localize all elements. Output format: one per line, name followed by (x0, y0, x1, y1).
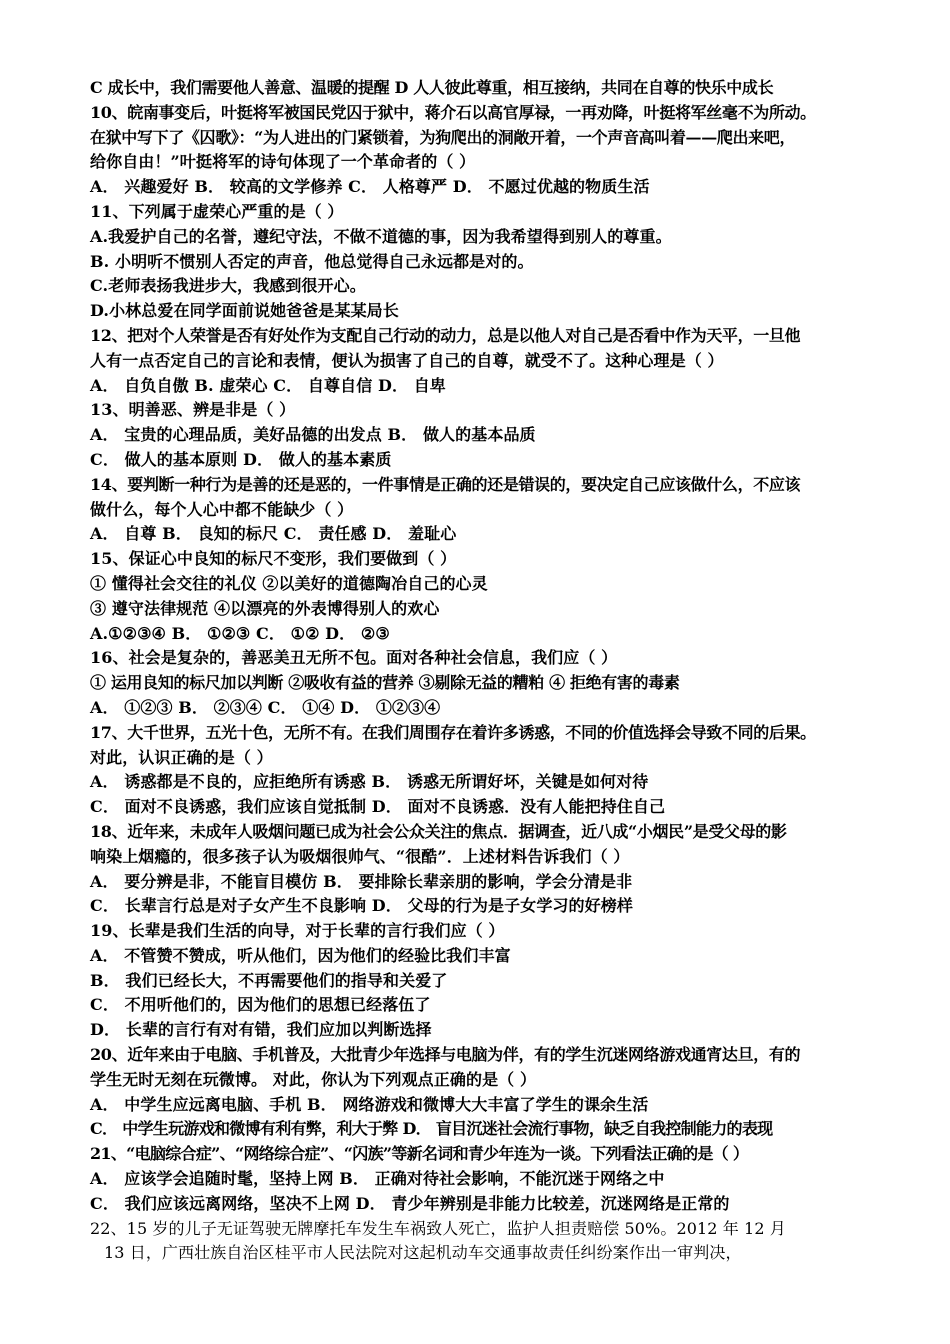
question-11-option-c: C.老师表扬我进步大，我感到很开心。 (90, 276, 366, 296)
question-19-option-d: D． 长辈的言行有对有错，我们应加以判断选择 (90, 1020, 432, 1040)
question-17-options: A． 诱惑都是不良的，应拒绝所有诱惑 B． 诱惑无所谓好坏，关键是如何对待 (90, 772, 649, 792)
question-10-options: A． 兴趣爱好 B． 较高的文学修养 C． 人格尊严 D． 不愿过优越的物质生活 (90, 177, 650, 197)
question-13-options: C． 做人的基本原则 D． 做人的基本素质 (90, 449, 392, 469)
question-13-stem: 13、明善恶、辨是非是（ ） (90, 400, 296, 420)
question-18-stem: 响染上烟瘾的，很多孩子认为吸烟很帅气、“很酷”．上述材料告诉我们（ ） (90, 846, 630, 866)
question-20-stem: 20、近年来由于电脑、手机普及，大批青少年选择与电脑为伴，有的学生沉迷网络游戏通宵达旦，有的 (90, 1045, 801, 1065)
question-19-option-b: B． 我们已经长大，不再需要他们的指导和关爱了 (90, 970, 448, 990)
question-15-stem: 15、保证心中良知的标尺不变形，我们要做到（ ） (90, 549, 457, 569)
question-11-option-a: A.我爱护自己的名誉，遵纪守法，不做不道德的事，因为我希望得到别人的尊重。 (90, 226, 672, 246)
exam-page (90, 76, 880, 1266)
question-14-options: A． 自尊 B． 良知的标尺 C． 责任感 D． 羞耻心 (90, 524, 457, 544)
question-10-stem: 10、皖南事变后，叶挺将军被国民党囚于狱中，蒋介石以高官厚禄，一再劝降，叶挺将军丝毫不为所动。 (90, 102, 816, 122)
question-10-stem: 在狱中写下了《囚歌》：“为人进出的门紧锁着，为狗爬出的洞敞开着，一个声音高叫着——爬出来吧， (90, 127, 796, 147)
question-14-stem: 做什么，每个人心中都不能缺少（ ） (90, 499, 354, 519)
question-12-stem: 12、把对个人荣誉是否有好处作为支配自己行动的动力，总是以他人对自己是否看中作为天平，一旦他 (90, 325, 801, 345)
question-17-stem: 对此，认识正确的是（ ） (90, 747, 273, 767)
question-13-options: A． 宝贵的心理品质，美好品德的出发点 B． 做人的基本品质 (90, 425, 536, 445)
question-12-options: A． 自负自傲 B. 虚荣心 C． 自尊自信 D． 自卑 (90, 375, 446, 395)
question-21-stem: 21、“电脑综合症”、“网络综合症”、“闪族”等新名词和青少年连为一谈。下列看法正确的是（ ） (90, 1144, 749, 1164)
question-21-options: A． 应该学会追随时髦，坚持上网 B． 正确对待社会影响，不能沉迷于网络之中 (90, 1169, 665, 1189)
option-line: C 成长中，我们需要他人善意、温暖的提醒 D 人人彼此尊重，相互接纳，共同在自尊的快乐中成长 (90, 78, 774, 97)
question-20-options: C． 中学生玩游戏和微博有利有弊，利大于弊 D． 盲目沉迷社会流行事物，缺乏自我控制能力的表现 (90, 1119, 773, 1139)
question-18-options: A． 要分辨是非，不能盲目模仿 B． 要排除长辈亲朋的影响，学会分清是非 (90, 871, 633, 891)
question-19-option-c: C． 不用听他们的，因为他们的思想已经落伍了 (90, 995, 431, 1015)
question-11-stem: 11、下列属于虚荣心严重的是（ ） (90, 201, 344, 221)
question-19-option-a: A． 不管赞不赞成，听从他们，因为他们的经验比我们丰富 (90, 945, 511, 965)
question-10-stem: 给你自由！”叶挺将军的诗句体现了一个革命者的（ ） (90, 152, 476, 172)
question-12-stem: 人有一点否定自己的言论和表情，便认为损害了自己的自尊，就受不了。这种心理是（ ） (90, 350, 724, 370)
question-11-option-d: D.小林总爱在同学面前说她爸爸是某某局长 (90, 301, 399, 321)
question-21-options: C． 我们应该远离网络，坚决不上网 D． 青少年辨别是非能力比较差，沉迷网络是正常的 (90, 1193, 730, 1213)
question-19-stem: 19、长辈是我们生活的向导，对于长辈的言行我们应（ ） (90, 921, 505, 941)
question-20-stem: 学生无时无刻在玩微博。 对此，你认为下列观点正确的是（ ） (90, 1069, 537, 1089)
question-20-options: A． 中学生应远离电脑、手机 B． 网络游戏和微博大大丰富了学生的课余生活 (90, 1094, 649, 1114)
question-15-items: ③ 遵守法律规范 ④以漂亮的外表博得别人的欢心 (90, 598, 440, 618)
question-15-items: ① 懂得社会交往的礼仪 ②以美好的道德陶冶自己的心灵 (90, 573, 488, 593)
question-16-options: A． ①②③ B． ②③④ C． ①④ D． ①②③④ (90, 697, 441, 717)
question-16-items: ① 运用良知的标尺加以判断 ②吸收有益的营养 ③剔除无益的糟粕 ④ 拒绝有害的毒素 (90, 673, 680, 693)
question-14-stem: 14、要判断一种行为是善的还是恶的，一件事情是正确的还是错误的，要决定自己应该做什么，不应该 (90, 474, 801, 494)
question-11-option-b: B. 小明听不惯别人否定的声音，他总觉得自己永远都是对的。 (90, 251, 534, 271)
question-22-stem: 22、15 岁的儿子无证驾驶无牌摩托车发生车祸致人死亡，监护人担责赔偿 50%。2012 年 12 月 (90, 1218, 786, 1238)
question-18-options: C． 长辈言行总是对子女产生不良影响 D． 父母的行为是子女学习的好榜样 (90, 896, 633, 916)
question-16-stem: 16、社会是复杂的，善恶美丑无所不包。面对各种社会信息，我们应（ ） (90, 648, 618, 668)
question-17-stem: 17、大千世界，五光十色，无所不有。在我们周围存在着许多诱惑，不同的价值选择会导致不同的后果。 (90, 722, 816, 742)
question-18-stem: 18、近年来，未成年人吸烟问题已成为社会公众关注的焦点．据调查，近八成“小烟民”是受父母的影 (90, 821, 787, 841)
question-15-options: A.①②③④ B． ①②③ C． ①② D． ②③ (90, 623, 390, 643)
question-22-stem: 13 日，广西壮族自治区桂平市人民法院对这起机动车交通事故责任纠纷案作出一审判决， (104, 1243, 742, 1263)
question-17-options: C． 面对不良诱惑，我们应该自觉抵制 D． 面对不良诱惑．没有人能把持住自己 (90, 797, 666, 817)
